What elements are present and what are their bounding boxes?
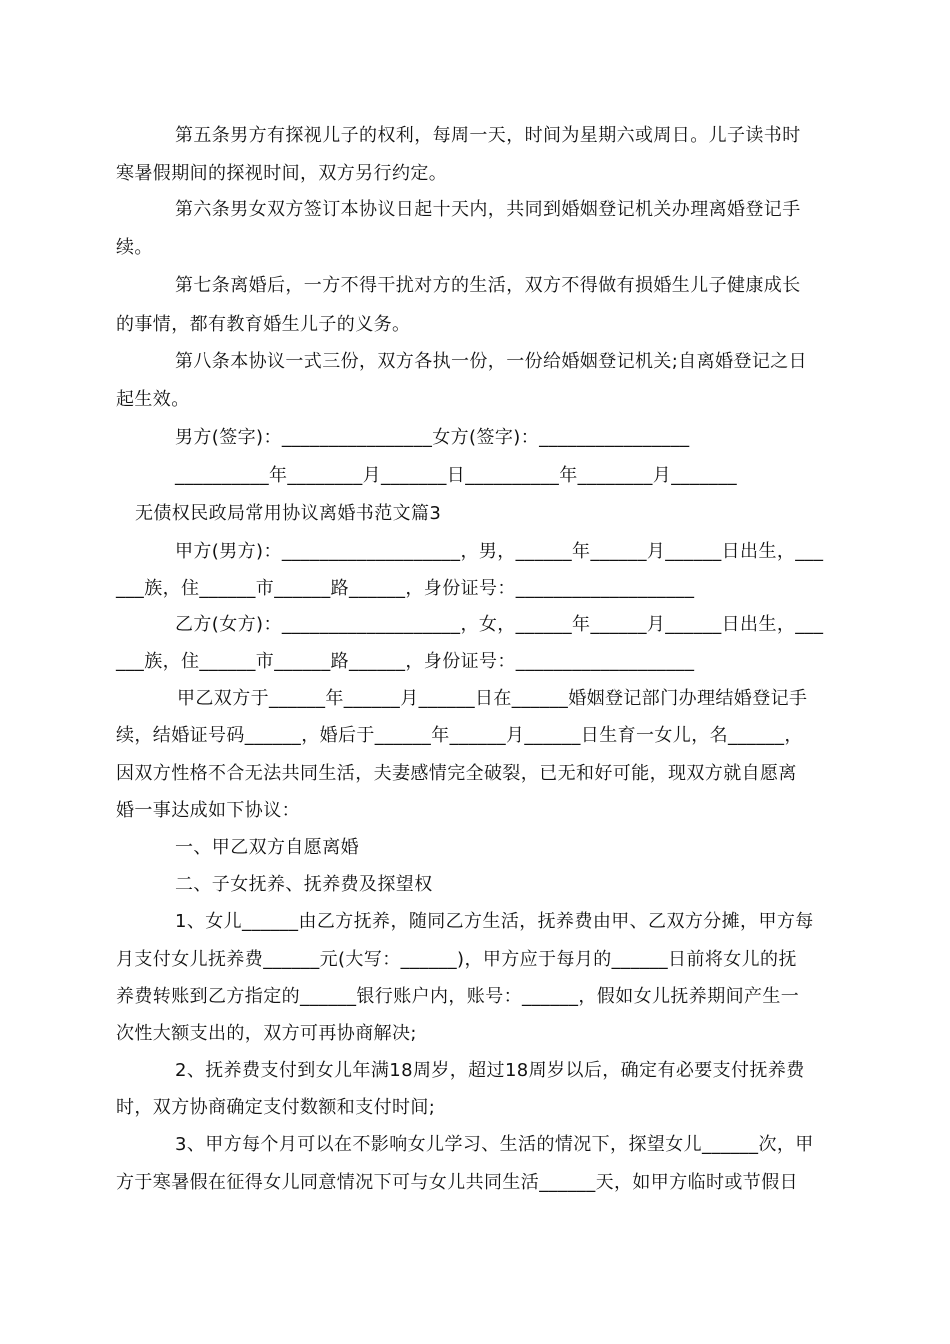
section-title: 无债权民政局常用协议离婚书范文篇3 (135, 503, 442, 524)
text-line: 2、抚养费支付到女儿年满18周岁，超过18周岁以后，确定有必要支付抚养费 (175, 1060, 805, 1081)
text-line: 续，结婚证号码______，婚后于______年______月______日生育一女儿，名______， (116, 725, 803, 746)
text-line: ___族，住______市______路______，身份证号：___________________ (116, 578, 695, 599)
text-line: 甲乙双方于______年______月______日在______婚姻登记部门办理结婚登记手 (177, 688, 808, 709)
text-line: 月支付女儿抚养费______元(大写：______)，甲方应于每月的______日前将女儿的抚 (116, 949, 797, 970)
text-line: 次性大额支出的，双方可再协商解决; (116, 1023, 417, 1044)
text-line: 寒暑假期间的探视时间，双方另行约定。 (116, 163, 448, 184)
text-line: 1、女儿______由乙方抚养，随同乙方生活，抚养费由甲、乙双方分摊，甲方每 (175, 911, 814, 932)
text-line: 二、子女抚养、抚养费及探望权 (175, 874, 433, 895)
text-line: 乙方(女方)：___________________，女，______年______月______日出生，___ (175, 614, 824, 635)
text-line: 第八条本协议一式三份，双方各执一份，一份给婚姻登记机关;自离婚登记之日 (175, 351, 808, 372)
text-line: 时，双方协商确定支付数额和支付时间; (116, 1097, 436, 1118)
text-line: 婚一事达成如下协议： (116, 800, 300, 821)
text-line: 一、甲乙双方自愿离婚 (175, 837, 359, 858)
text-line: 第五条男方有探视儿子的权利，每周一天，时间为星期六或周日。儿子读书时 (175, 125, 801, 146)
text-line: 甲方(男方)：___________________，男，______年______月______日出生，___ (175, 541, 824, 562)
text-line: ___族，住______市______路______，身份证号：___________________ (116, 651, 695, 672)
text-line: 方于寒暑假在征得女儿同意情况下可与女儿共同生活______天，如甲方临时或节假日 (116, 1172, 798, 1193)
text-line: 续。 (116, 237, 153, 258)
signature-line: 男方(签字)：________________女方(签字)：________________ (175, 427, 690, 448)
text-line: 养费转账到乙方指定的______银行账户内，账号：______，假如女儿抚养期间产生一 (116, 986, 800, 1007)
text-line: 第六条男女双方签订本协议日起十天内，共同到婚姻登记机关办理离婚登记手 (175, 199, 801, 220)
text-line: 起生效。 (116, 389, 190, 410)
text-line: 因双方性格不合无法共同生活，夫妻感情完全破裂，已无和好可能，现双方就自愿离 (116, 763, 797, 784)
date-line: __________年________月_______日__________年________月_______ (175, 465, 737, 486)
text-line: 的事情，都有教育婚生儿子的义务。 (116, 314, 411, 335)
text-line: 3、甲方每个月可以在不影响女儿学习、生活的情况下，探望女儿______次，甲 (175, 1134, 814, 1155)
text-line: 第七条离婚后，一方不得干扰对方的生活，双方不得做有损婚生儿子健康成长 (175, 275, 801, 296)
